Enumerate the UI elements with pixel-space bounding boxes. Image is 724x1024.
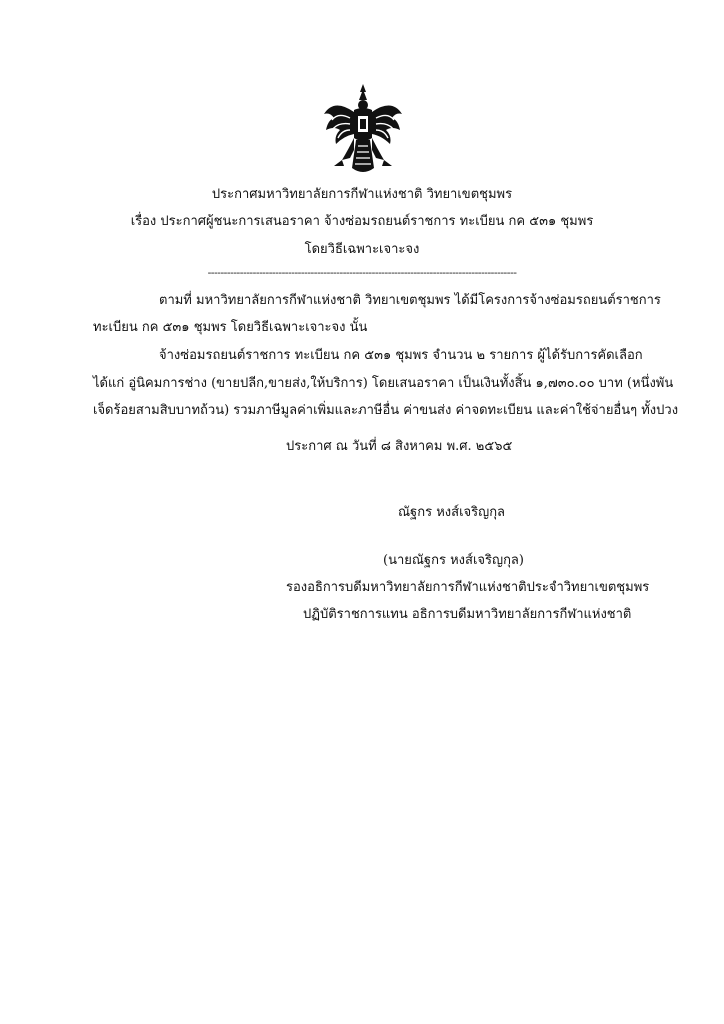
- signature-name: ณัฐกร หงส์เจริญกุล: [398, 505, 506, 520]
- procurement-method: โดยวิธีเฉพาะเจาะจง: [304, 242, 420, 257]
- announcement-title: ประกาศมหาวิทยาลัยการกีฬาแห่งชาติ วิทยาเขตชุมพร: [211, 187, 513, 202]
- separator-line: ------------------------------------------------------------------------------------------------: [207, 266, 517, 279]
- paragraph-1-line-1: ตามที่ มหาวิทยาลัยการกีฬาแห่งชาติ วิทยาเขตชุมพร ได้มีโครงการจ้างซ่อมรถยนต์ราชการ: [159, 293, 661, 308]
- paragraph-2-line-3: เจ็ดร้อยสามสิบบาทถ้วน) รวมภาษีมูลค่าเพิ่มและภาษีอื่น ค่าขนส่ง ค่าจดทะเบียน และค่าใช้จ่ายอื่นๆ ทั้งปวง: [93, 403, 679, 418]
- paragraph-2-line-2: ได้แก่ อู่นิคมการช่าง (ขายปลีก,ขายส่ง,ให้บริการ) โดยเสนอราคา เป็นเงินทั้งสิ้น ๑,๗๓๐.๐๐ บาท (หนึ่งพัน: [93, 376, 674, 391]
- paragraph-2-line-1: จ้างซ่อมรถยนต์ราชการ ทะเบียน กค ๕๓๑ ชุมพร จำนวน ๒ รายการ ผู้ได้รับการคัดเลือก: [159, 348, 643, 363]
- signatory-full-name: (นายณัฐกร หงส์เจริญกุล): [383, 553, 524, 568]
- announcement-subject: เรื่อง ประกาศผู้ชนะการเสนอราคา จ้างซ่อมรถยนต์ราชการ ทะเบียน กค ๕๓๑ ชุมพร: [130, 214, 594, 229]
- paragraph-1-line-2: ทะเบียน กค ๕๓๑ ชุมพร โดยวิธีเฉพาะเจาะจง นั้น: [93, 320, 368, 335]
- signatory-position-line-2: ปฏิบัติราชการแทน อธิการบดีมหาวิทยาลัยการกีฬาแห่งชาติ: [303, 607, 632, 622]
- announcement-date: ประกาศ ณ วันที่ ๘ สิงหาคม พ.ศ. ๒๕๖๕: [286, 439, 513, 454]
- garuda-emblem-icon: [320, 80, 406, 180]
- signatory-position-line-1: รองอธิการบดีมหาวิทยาลัยการกีฬาแห่งชาติประจำวิทยาเขตชุมพร: [286, 580, 650, 595]
